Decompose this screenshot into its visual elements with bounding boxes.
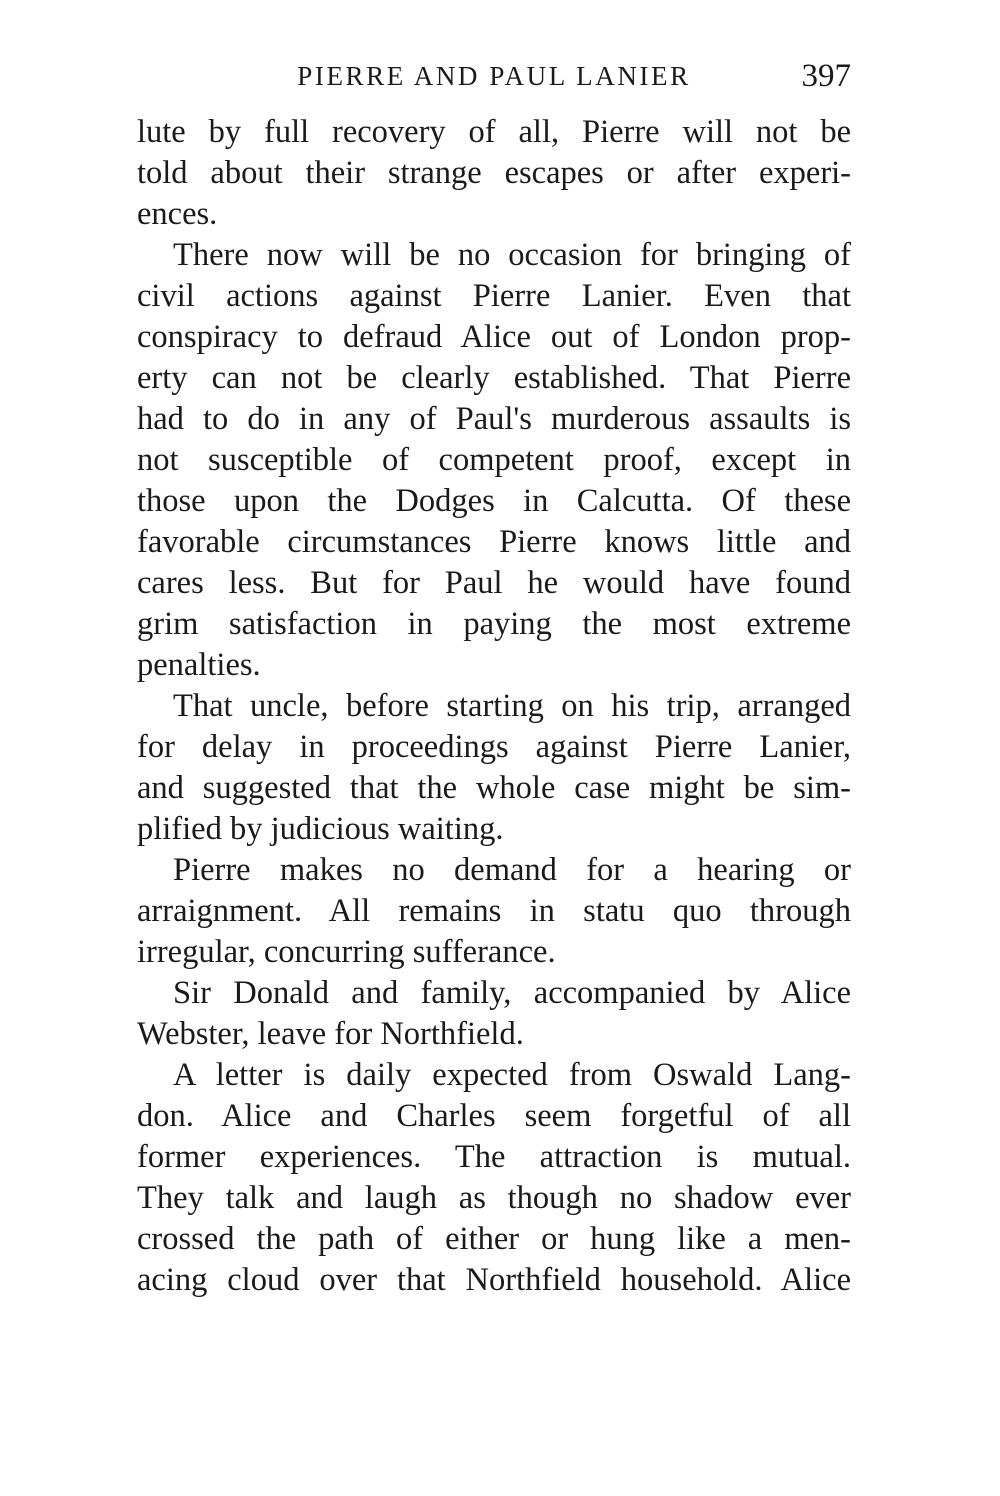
running-head <box>137 56 851 100</box>
text-line: plified by judicious waiting. <box>137 811 504 847</box>
text-line: had to do in any of Paul's murderous assaults is <box>137 401 851 437</box>
paragraph-first-line: A letter is daily expected from Oswald Lang- <box>173 1057 851 1093</box>
running-title: PIERRE AND PAUL LANIER <box>297 61 691 91</box>
text-line: told about their strange escapes or after experi- <box>137 155 851 191</box>
text-line: don. Alice and Charles seem forgetful of all <box>137 1098 851 1134</box>
text-line: crossed the path of either or hung like a men- <box>137 1221 851 1257</box>
paragraph-first-line: Pierre makes no demand for a hearing or <box>173 852 851 888</box>
paragraph-first-line: That uncle, before starting on his trip, arranged <box>173 688 851 724</box>
text-line: irregular, concurring sufferance. <box>137 934 556 970</box>
page-number: 397 <box>801 58 851 94</box>
body-text <box>137 112 851 1301</box>
text-line: They talk and laugh as though no shadow ever <box>137 1180 851 1216</box>
text-line: and suggested that the whole case might be sim- <box>137 770 851 806</box>
paragraph-first-line: There now will be no occasion for bringing of <box>173 237 851 273</box>
text-line: conspiracy to defraud Alice out of London prop- <box>137 319 851 355</box>
text-line: Webster, leave for Northfield. <box>137 1016 524 1052</box>
text-line: civil actions against Pierre Lanier. Even that <box>137 278 851 314</box>
text-line: cares less. But for Paul he would have found <box>137 565 851 601</box>
text-line: arraignment. All remains in statu quo through <box>137 893 851 929</box>
text-line: those upon the Dodges in Calcutta. Of these <box>137 483 851 519</box>
text-line: favorable circumstances Pierre knows little and <box>137 524 851 560</box>
text-line: former experiences. The attraction is mutual. <box>137 1139 851 1175</box>
text-line: ences. <box>137 196 218 232</box>
text-line: grim satisfaction in paying the most extreme <box>137 606 851 642</box>
text-line: for delay in proceedings against Pierre Lanier, <box>137 729 851 765</box>
text-line: erty can not be clearly established. That Pierre <box>137 360 851 396</box>
text-line: penalties. <box>137 647 261 683</box>
text-line: acing cloud over that Northfield household. Alice <box>137 1262 851 1298</box>
text-line: lute by full recovery of all, Pierre will not be <box>137 114 851 150</box>
text-line: not susceptible of competent proof, except in <box>137 442 851 478</box>
paragraph-first-line: Sir Donald and family, accompanied by Alice <box>173 975 851 1011</box>
